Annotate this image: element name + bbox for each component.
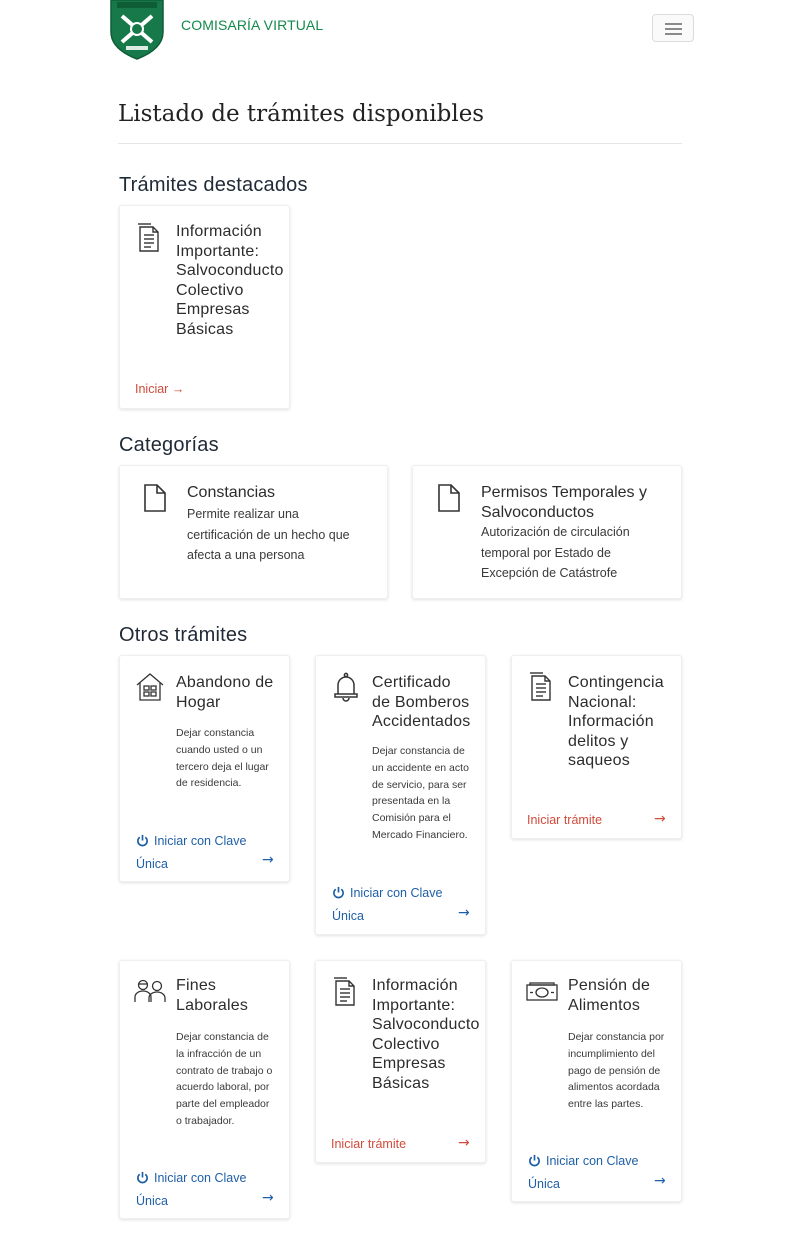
- power-icon: [136, 1170, 149, 1191]
- title-line: Accidentados: [372, 713, 471, 731]
- desc-line: afecta a una persona: [187, 548, 305, 562]
- title-line: Salvoconductos: [481, 504, 594, 521]
- section-title-categories: Categorías: [119, 434, 219, 456]
- carabineros-logo[interactable]: [108, 0, 166, 60]
- house-icon: [135, 672, 165, 706]
- title-line: Salvoconducto: [176, 262, 284, 280]
- card-title: [372, 976, 480, 1094]
- card-description: [568, 1029, 664, 1113]
- power-icon: [528, 1153, 541, 1174]
- featured-card[interactable]: [119, 205, 290, 409]
- category-card-permisos[interactable]: [412, 465, 682, 599]
- desc-line: presentada en la: [372, 795, 451, 808]
- title-line: Contingencia: [568, 674, 664, 691]
- desc-line: la infracción de un: [176, 1047, 262, 1060]
- document-lines-icon: [137, 223, 161, 257]
- title-line: Información: [568, 713, 654, 731]
- iniciar-tramite-link[interactable]: Iniciar trámite: [527, 813, 603, 827]
- card-title: [568, 976, 650, 1015]
- arrow-right-icon[interactable]: →: [458, 1135, 470, 1151]
- arrow-right-icon[interactable]: →: [654, 811, 666, 827]
- tramite-card-abandono-hogar[interactable]: [119, 655, 290, 882]
- arrow-right-icon[interactable]: →: [262, 852, 274, 868]
- category-title: [481, 483, 647, 523]
- clave-unica-link[interactable]: [528, 1151, 638, 1195]
- tramite-card-fines-laborales[interactable]: [119, 960, 290, 1219]
- link-text: Iniciar con Clave: [546, 1154, 639, 1168]
- category-card-constancias[interactable]: [119, 465, 388, 599]
- desc-line: tercero deja el lugar: [176, 760, 269, 773]
- iniciar-link[interactable]: Iniciar →: [135, 382, 185, 396]
- title-line: Abandono de: [176, 674, 274, 691]
- hamburger-line: [665, 33, 682, 35]
- desc-line: temporal por Estado de: [481, 545, 611, 560]
- money-icon: [526, 982, 558, 1006]
- hamburger-icon: [665, 23, 682, 25]
- desc-line: Dejar constancia de: [176, 1031, 269, 1043]
- title-line: Importante:: [176, 242, 260, 260]
- desc-line: o trabajador.: [176, 1114, 235, 1127]
- title-line: Información: [176, 223, 262, 240]
- title-line: Empresas: [176, 301, 250, 319]
- title-line: Importante:: [372, 996, 456, 1014]
- desc-line: parte del empleador: [176, 1098, 270, 1111]
- clave-unica-link[interactable]: [332, 883, 442, 927]
- desc-line: Dejar constancia de: [372, 745, 465, 757]
- title-line: saqueos: [568, 752, 630, 770]
- title-line: delitos y: [568, 732, 629, 750]
- menu-button[interactable]: [652, 14, 694, 42]
- document-icon: [143, 483, 167, 517]
- link-text: Iniciar con Clave: [154, 834, 247, 848]
- desc-line: alimentos acordada: [568, 1081, 660, 1094]
- section-title-featured: Trámites destacados: [119, 174, 308, 196]
- desc-line: Mercado Financiero.: [372, 828, 468, 841]
- card-description: [372, 743, 469, 844]
- desc-line: Excepción de Catástrofe: [481, 566, 618, 580]
- title-line: Básicas: [176, 320, 234, 338]
- title-line: Colectivo: [176, 281, 244, 299]
- category-title: Constancias: [187, 484, 276, 501]
- tramite-card-contingencia[interactable]: [511, 655, 682, 839]
- category-description: [187, 504, 350, 566]
- desc-line: cuando usted o un: [176, 743, 263, 756]
- desc-line: Comisión para el: [372, 812, 451, 825]
- title-line: Básicas: [372, 1074, 430, 1092]
- tramite-card-bomberos[interactable]: [315, 655, 486, 935]
- title-line: Permisos Temporales y: [481, 484, 647, 501]
- title-line: de Bomberos: [372, 693, 470, 711]
- link-text: Única: [136, 1194, 168, 1208]
- card-description: [176, 1029, 272, 1130]
- divider: [118, 143, 682, 144]
- document-icon: [437, 483, 461, 517]
- desc-line: contrato de trabajo o: [176, 1064, 273, 1077]
- title-line: Alimentos: [568, 996, 641, 1014]
- hamburger-line: [665, 28, 682, 30]
- desc-line: un accidente en acto: [372, 761, 469, 774]
- desc-line: Permite realizar una: [187, 507, 299, 521]
- category-description: [481, 522, 630, 584]
- link-text: Iniciar con Clave: [350, 886, 443, 900]
- desc-line: Dejar constancia por: [568, 1031, 665, 1043]
- power-icon: [332, 885, 345, 906]
- card-title: [372, 673, 470, 732]
- tramite-card-pension-alimentos[interactable]: [511, 960, 682, 1202]
- desc-line: de servicio, para ser: [372, 778, 467, 791]
- desc-line: de residencia.: [176, 777, 242, 790]
- desc-line: Dejar constancia: [176, 727, 255, 739]
- title-line: Salvoconducto: [372, 1016, 480, 1034]
- arrow-right-icon[interactable]: →: [262, 1190, 274, 1206]
- iniciar-tramite-link[interactable]: Iniciar trámite: [331, 1137, 407, 1151]
- clave-unica-link[interactable]: [136, 1168, 246, 1212]
- desc-line: incumplimiento del: [568, 1047, 655, 1060]
- document-lines-icon: [529, 672, 553, 706]
- desc-line: certificación de un hecho que: [187, 527, 350, 542]
- document-lines-icon: [333, 977, 357, 1011]
- desc-line: Autorización de circulación: [481, 525, 630, 539]
- arrow-right-icon[interactable]: →: [458, 905, 470, 921]
- title-line: Empresas: [372, 1055, 446, 1073]
- arrow-right-icon[interactable]: →: [654, 1173, 666, 1189]
- power-icon: [136, 833, 149, 854]
- link-text: Iniciar con Clave: [154, 1171, 247, 1185]
- card-description: [176, 725, 269, 792]
- tramite-card-informacion-importante[interactable]: [315, 960, 486, 1163]
- bell-icon: [333, 672, 359, 706]
- section-title-others: Otros trámites: [119, 624, 248, 646]
- page-title: Listado de trámites disponibles: [118, 101, 485, 127]
- card-title: [568, 673, 664, 771]
- title-line: Pensión de: [568, 977, 651, 994]
- title-line: Certificado: [372, 674, 451, 691]
- card-title: [176, 673, 273, 712]
- card-title: [176, 976, 248, 1015]
- title-line: Colectivo: [372, 1035, 440, 1053]
- title-line: Laborales: [176, 996, 249, 1014]
- title-line: Fines: [176, 977, 217, 994]
- title-line: Nacional:: [568, 693, 637, 711]
- desc-line: pago de pensión de: [568, 1064, 661, 1077]
- card-title: [176, 222, 284, 340]
- link-text: Única: [528, 1177, 560, 1191]
- desc-line: entre las partes.: [568, 1098, 644, 1111]
- title-line: Hogar: [176, 693, 221, 711]
- clave-unica-link[interactable]: [136, 831, 246, 875]
- desc-line: acuerdo laboral, por: [176, 1081, 270, 1094]
- title-line: Información: [372, 977, 458, 994]
- workers-icon: [134, 978, 166, 1008]
- brand-name[interactable]: COMISARÍA VIRTUAL: [181, 17, 324, 33]
- link-text: Única: [332, 909, 364, 923]
- link-text: Única: [136, 857, 168, 871]
